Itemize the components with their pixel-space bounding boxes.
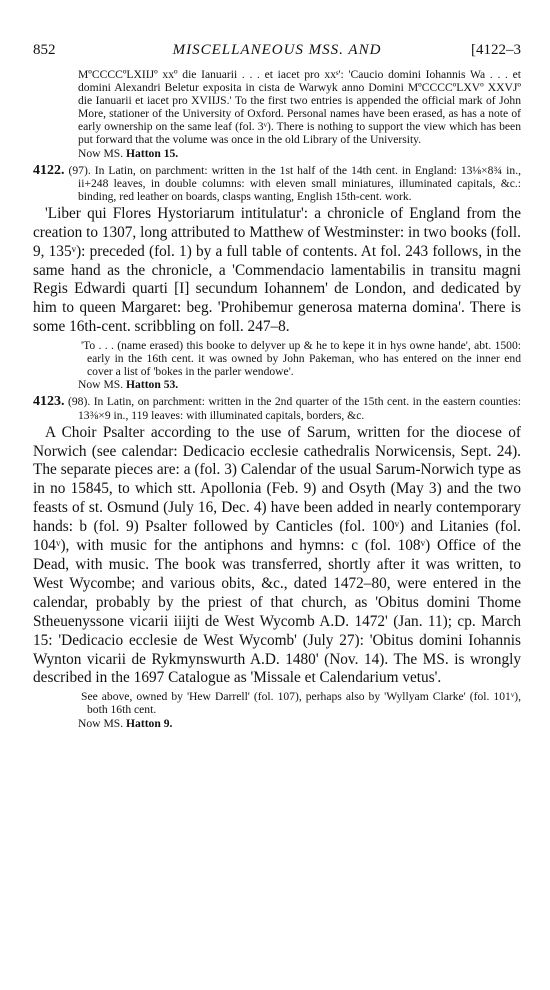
entry-description-text: (97). In Latin, on parchment: written in the 1st half of the 14th cent. in England: 13⅛×8¾ in., ii+248 leaves, in double columns: with eleven small miniatures, illuminated capitals, &c.: binding, red leather on boards, clasps wanting, English 15th-cent. work. xyxy=(68,163,521,203)
shelfmark-line xyxy=(33,717,521,731)
entry-description-text: (98). In Latin, on parchment: written in the 2nd quarter of the 15th cent. in the eastern counties: 13⅜×9 in., 119 leaves: with illuminated capitals, borders, &c. xyxy=(68,395,521,422)
entry-4122-description xyxy=(33,164,521,203)
shelfmark-prefix: Now MS. xyxy=(78,146,124,160)
shelfmark: Hatton 53. xyxy=(126,378,179,392)
entry-4122-provenance-note: 'To . . . (name erased) this booke to delyver up & he to kepe it in hys owne hande', abt. 1500: early in the 16th cent. it was owned by John Pakeman, who has entered on the inner end cover a list of 'bokes in the parler wendowe'. xyxy=(81,339,521,379)
entry-number: 4123. xyxy=(33,394,65,410)
running-header xyxy=(33,42,521,64)
entry-4123-provenance-note: See above, owned by 'Hew Darrell' (fol. 107), perhaps also by 'Wyllyam Clarke' (fol. 101ᵛ), both 16th cent. xyxy=(81,690,521,717)
entry-4122-main-text: 'Liber qui Flores Hystoriarum intitulatur': a chronicle of England from the creation to 1307, long attributed to Matthew of Westminster: in two books (foll. 9, 135ᵛ): preceded (fol. 1) by a full table of contents. At fol. 243 follows, in the same hand as the chronicle, a 'Commendacio lamentabilis in transitu magni Regis Edwardi quarti [I] secundum Iohannem' de London, and dedicated by him to queen Margaret: beg. 'Prohibemur generosa materna domina'. There is some 16th-cent. scribbling on foll. 247–8. xyxy=(33,204,521,336)
entry-number: 4122. xyxy=(33,162,65,178)
page-number: 852 xyxy=(33,42,56,58)
entry-4123-description xyxy=(33,395,521,421)
page-body xyxy=(33,68,521,731)
entry-4123-main-text: A Choir Psalter according to the use of Sarum, written for the diocese of Norwich (see calendar: Dedicacio ecclesie cathedralis Norwicensis, Sept. 24). The separate pieces are: a (fol. 3) Calendar of the usual Sarum-Norwich type as in no 15845, to which stt. Apollonia (Feb. 9) and Osyth (May 3) and the two feasts of st. Osmund (July 16, Dec. 4) have been added in nearly contemporary hands: b (fol. 9) Psalter followed by Canticles (fol. 100ᵛ) and Litanies (fol. 104ᵛ), with music for the antiphons and hymns: c (fol. 108ᵛ) Office of the Dead, with music. The book was transferred, shortly after it was written, to West Wycombe; and various obits, &c., dated 1472–80, were entered in the calendar, probably by the priest of that church, as 'Obitus domini Thome Stheuenyssone vicarii iiijti de West Wycomb A.D. 1472' (Jan. 11); cp. March 15: 'Dedicacio ecclesie de West Wycomb' (July 27): 'Obitus domini Iohannis Wynton vicarii de Rykmynswurth A.D. 1480' (Nov. 14). The MS. is wrongly described in the 1697 Catalogue as 'Missale et Calendarium vetus'. xyxy=(33,423,521,687)
continuation-paragraph: MºCCCCºLXIIJº xxº die Ianuarii . . . et iacet pro xxˢ': 'Caucio domini Iohannis Wa . . . et domini Alexandri Beletur exposita in cista de Warwyk anno Domini MºCCCCºLXVº XXVJº die Ianuarii et iacet pro XVIIJS.' To the first two entries is appended the official mark of John More, stationer of the University of Oxford. Personal names have been erased, as has a note of early ownership on the same leaf (fol. 3ᵛ). There is nothing to support the view which has been put forward that the volume was once in the old Library of the University. xyxy=(78,68,521,147)
shelfmark-line xyxy=(33,378,521,392)
shelfmark-line xyxy=(33,147,521,161)
shelfmark: Hatton 15. xyxy=(126,146,179,160)
shelfmark-prefix: Now MS. xyxy=(78,378,124,392)
running-title: MISCELLANEOUS MSS. AND xyxy=(172,42,382,58)
shelfmark-prefix: Now MS. xyxy=(78,716,124,730)
shelfmark: Hatton 9. xyxy=(126,716,173,730)
entry-range: [4122–3 xyxy=(471,42,521,58)
